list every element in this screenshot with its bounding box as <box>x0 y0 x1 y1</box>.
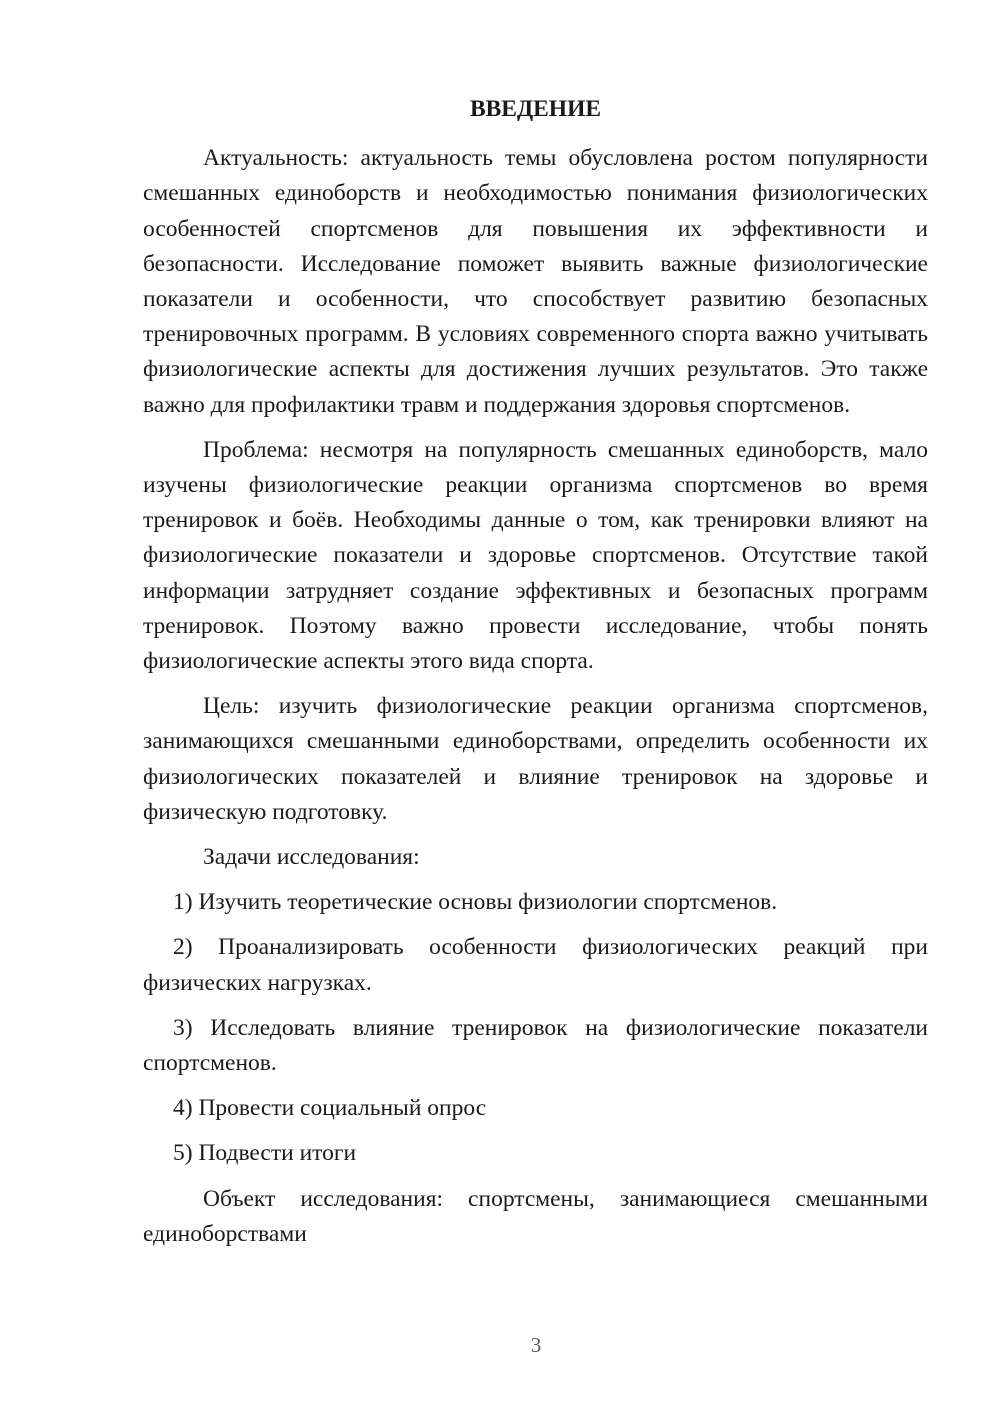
task-item: 5) Подвести итоги <box>173 1140 357 1167</box>
document-page <box>143 92 928 1262</box>
task-item: 4) Провести социальный опрос <box>173 1095 487 1122</box>
problem-paragraph: Проблема: несмотря на популярность смешанных единоборств, мало изучены физиологические реакции организма спортсменов во время тренировок и боёв. Необходимы данные о том, как тренировки влияют на физиологические показатели и здоровье спортсменов. Отсутствие такой информации затрудняет создание эффективных и безопасных программ тренировок. Поэтому важно провести исследование, чтобы понять физиологические аспекты этого вида спорта. <box>143 436 928 675</box>
goal-paragraph: Цель: изучить физиологические реакции организма спортсменов, занимающихся смешанными единоборствами, определить особенности их физиологических показателей и влияние тренировок на здоровье и физическую подготовку. <box>143 693 928 825</box>
page-number: 3 <box>530 1333 542 1357</box>
object-paragraph: Объект исследования: спортсмены, занимающиеся смешанными единоборствами <box>143 1185 928 1247</box>
task-item: 3) Исследовать влияние тренировок на физиологические показатели спортсменов. <box>143 1014 928 1077</box>
task-item: 2) Проанализировать особенности физиологических реакций при физических нагрузках. <box>143 934 928 996</box>
task-item: 1) Изучить теоретические основы физиологии спортсменов. <box>173 889 778 916</box>
tasks-heading: Задачи исследования: <box>203 844 420 871</box>
relevance-paragraph: Актуальность: актуальность темы обусловлена ростом популярности смешанных единоборств и необходимостью понимания физиологических особенностей спортсменов для повышения их эффективности и безопасности. Исследование поможет выявить важные физиологические показатели и особенности, что способствует развитию безопасных тренировочных программ. В условиях современного спорта важно учитывать физиологические аспекты для достижения лучших результатов. Это также важно для профилактики травм и поддержания здоровья спортсменов. <box>143 145 928 418</box>
page-title: ВВЕДЕНИЕ <box>469 96 602 122</box>
